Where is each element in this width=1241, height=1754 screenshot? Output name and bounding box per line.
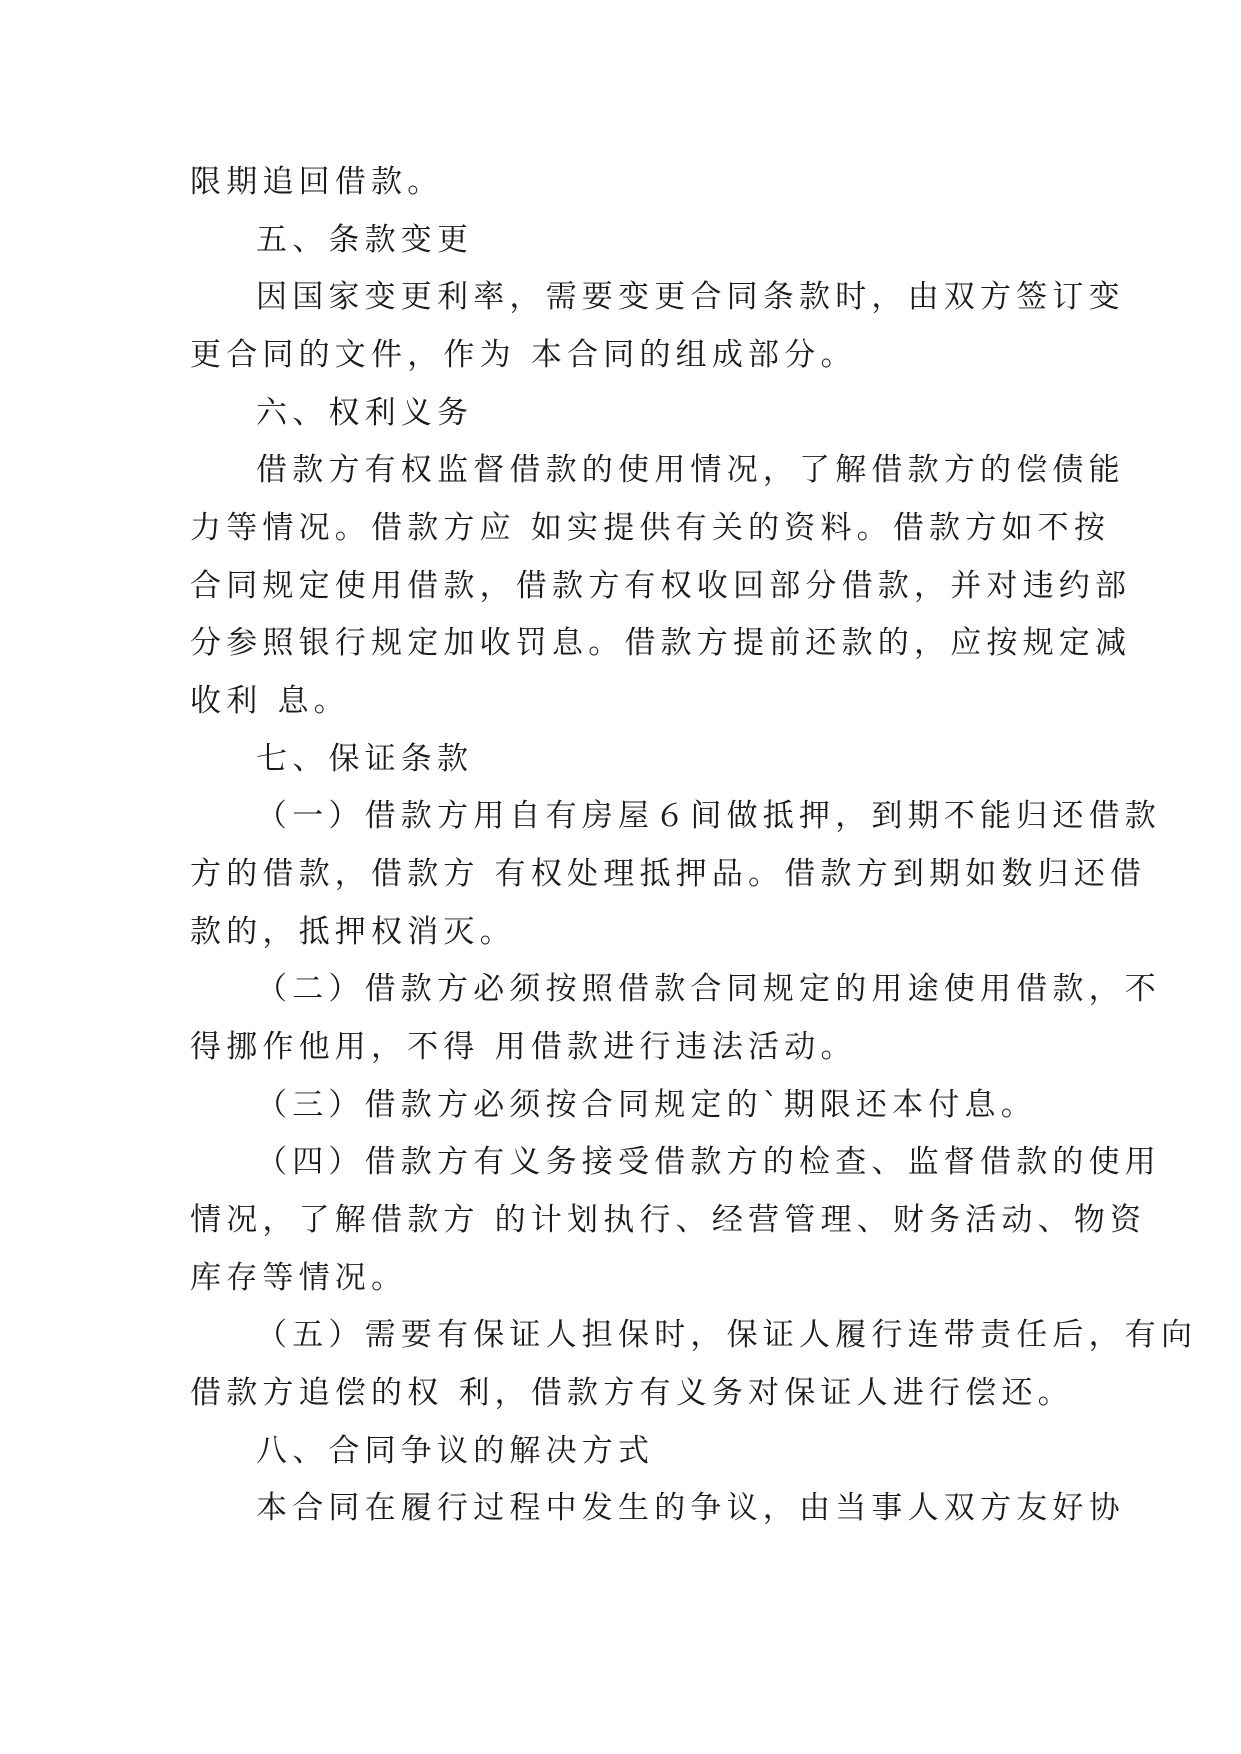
text-line: 款的，抵押权消灭。 (190, 914, 516, 950)
text-line: 借款方追偿的权 利，借款方有义务对保证人进行偿还。 (190, 1375, 1074, 1411)
text-line: 更合同的文件，作为 本合同的组成部分。 (190, 337, 857, 373)
section-heading: 七、保证条款 (256, 741, 474, 777)
text-line: 方的借款，借款方 有权处理抵押品。借款方到期如数归还借 (190, 856, 1147, 892)
text-line: 因国家变更利率，需要变更合同条款时，由双方签订变 (256, 279, 1125, 315)
text-line: （四）借款方有义务接受借款方的检查、监督借款的使用 (256, 1144, 1161, 1180)
text-line: 借款方有权监督借款的使用情况，了解借款方的偿债能 (256, 452, 1125, 488)
text-line: 本合同在履行过程中发生的争议，由当事人双方友好协 (256, 1490, 1125, 1526)
text-line: 合同规定使用借款，借款方有权收回部分借款，并对违约部 (190, 568, 1132, 604)
section-heading: 八、合同争议的解决方式 (256, 1433, 655, 1469)
text-line: （五）需要有保证人担保时，保证人履行连带责任后，有向 (256, 1317, 1198, 1353)
section-heading: 五、条款变更 (256, 222, 474, 258)
text-line: 得挪作他用，不得 用借款进行违法活动。 (190, 1029, 857, 1065)
text-line: 情况，了解借款方 的计划执行、经营管理、财务活动、物资 (190, 1202, 1147, 1238)
section-heading: 六、权利义务 (256, 395, 474, 431)
text-line: （二）借款方必须按照借款合同规定的用途使用借款，不 (256, 971, 1161, 1007)
text-line: （三）借款方必须按合同规定的`期限还本付息。 (256, 1087, 1037, 1123)
text-line: 库存等情况。 (190, 1260, 408, 1296)
text-line: 限期追回借款。 (190, 164, 444, 200)
text-line: 力等情况。借款方应 如实提供有关的资料。借款方如不按 (190, 510, 1111, 546)
text-line: 收利 息。 (190, 683, 350, 719)
text-line: （一）借款方用自有房屋６间做抵押，到期不能归还借款 (256, 798, 1161, 834)
text-line: 分参照银行规定加收罚息。借款方提前还款的，应按规定减 (190, 625, 1132, 661)
